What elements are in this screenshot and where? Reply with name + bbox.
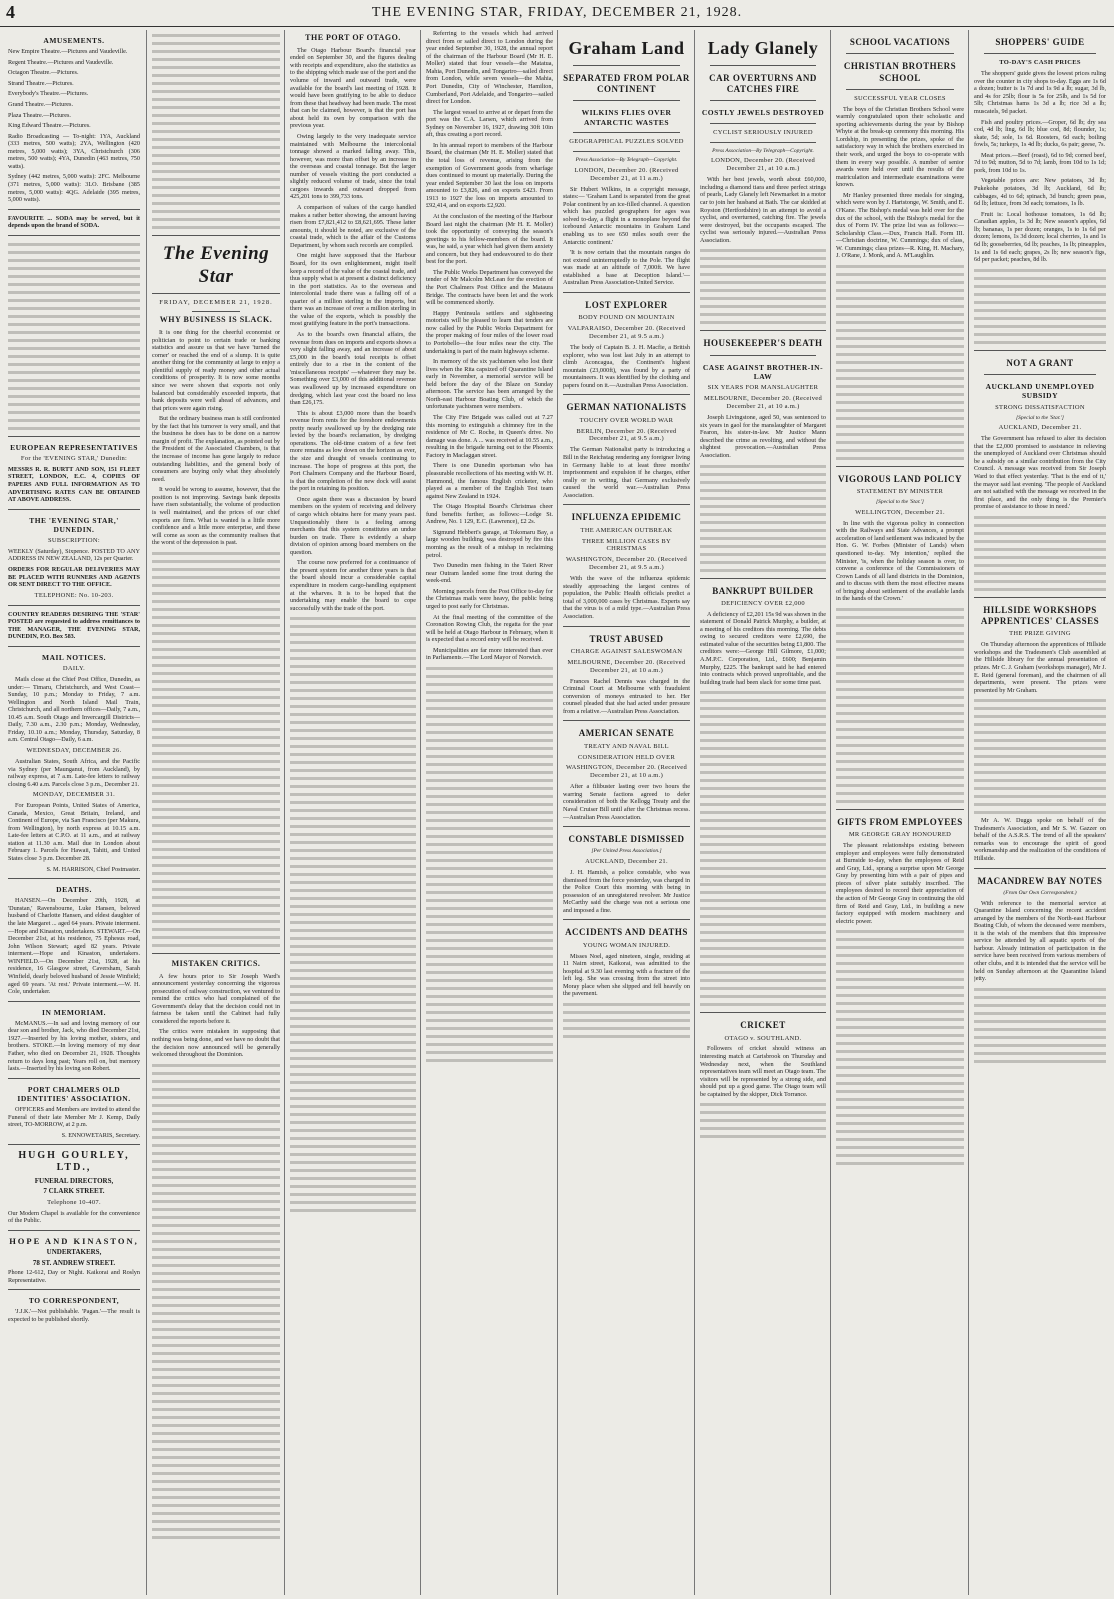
grant-sub: AUCKLAND UNEMPLOYED SUBSIDY [985,381,1095,401]
mistaken-title: MISTAKEN CRITICS. [171,958,261,968]
amusement-item: Octagon Theatre.—Pictures. [8,69,79,77]
graham-land-sub: GEOGRAPHICAL PUZZLES SOLVED [569,138,684,146]
explorer-sub: BODY FOUND ON MOUNTAIN [578,314,675,322]
news-paragraph: The City Fire Brigade was called out at 7.27 this morning to extinguish a chimney fire in the residence of Mr C. Roche, in Queen's drive. No damage was done. A ... was received at 10.55 a.m., resulting in the brigade turning out to the Phoenix Factory in Maclaggan street. [426,414,553,459]
grant-sub: STRONG DISSATISFACTION [995,403,1085,411]
correspondent-heading: TO CORRESPONDENT, [28,1296,120,1306]
leader-paragraph: But the ordinary business man is still confronted by the fact that his turnover is very small, and that the business he does has to be done on a narrow margin of profit. The explanation, as pointed out by the President of the Associated Chambers, is that the increase of income has gone largely to reduce outstanding liabilities, and the general body of consumers are buying only what they absolutely need. [152,415,280,483]
mistaken-paragraph: The critics were mistaken in supposing that nothing was being done, and we have no doubt that the decision now announced will be generally welcomed throughout the Dominion. [152,1028,280,1059]
graham-land-paragraph: 'It is now certain that the mountain ranges do not extend uninterruptedly to the Pole. The flight was made at an altitude of 7,000ft. We have established a base at Deception Island.'—Australian Press Association-United Service. [563,249,690,287]
port-paragraph: As to the board's own financial affairs, the revenue from dues on imports and exports shows a very slight falling away, and an increase of about £5,000 in the board's total receipts is offset entirely due to a rise in the content of the 'miscellaneous receipts' —whatever they may be. Something over £3,000 of this additional revenue was swallowed up by increased expenditure on dredging, which last year cost the board no less than £26,175. [290,331,416,407]
hope-note: Phone 12-612, Day or Night. Kaikorai and Roslyn Representative. [8,1269,140,1284]
gifts-sub: MR GEORGE GRAY HONOURED [848,831,952,839]
dateline: LONDON, December 20. (Received December 21, at 10 a.m.) [710,157,816,173]
german-text: The German Nationalist party is introducing a Bill in the Reichstag rendering any foreigner living in Germany liable to at least three months' imprisonment and expulsion if he charges, either orally or in writing, that Germany exclusively caused the world war.—Australian Press Association. [563,446,690,499]
grant-title: NOT A GRANT [1006,357,1074,368]
memoriam-text: McMANUS.—In sad and loving memory of our dear son and brother, Jack, who died December 21st, 1927.—Inserted by his loving mother, sisters, and brothers. STOKE.—In loving memory of my dear Father, who died on December 21, 1928. Thoughts return to days long past; Years roll on, but memory lasts.—Inserted by his loving son Robert. [8,1019,140,1073]
news-paragraph: In his annual report to members of the Harbour Board, the chairman (Mr H. E. Moller) stated that the total loss of revenue, arising from the exemption of Government goods from wharfage dues continued to mount up materially. During the year ended September 30 last the loss on imports amounted to £3,826, and on exports £423. From 1913 to 1927 the loss on imports amounted to £92,414, and on exports £2,920. [426,141,553,210]
gifts-text: The pleasant relationships existing between employer and employees were fully demonstrated at Burnside to-day, when the employees of Reid and Gray, Ltd., sprang a surprise upon Mr George Gray by presenting him with a pair of pipes and pieces of silver plate suitably inscribed. The employees desired to record their appreciation of the action of Mr George Gray in continuing the old firm of Reid and Gray, Ltd., in building a new factory equipped with modern machinery and electric power. [836,842,964,925]
dateline: MELBOURNE, December 20. (Received December 21, at 10 a.m.) [703,395,823,411]
wednesday-text: Australian States, South Africa, and the Pacific via Sydney (per Maunganui, from Auckland), by railway express, at 7 a.m. Late-fee letters to railway closing 6.40 a.m. Parcels close 3 p.m., December 21. [8,757,140,788]
bankrupt-text: A deficiency of £2,201 15s 9d was shown in the statement of Donald Patrick Murphy, a builder, at a meeting of his creditors this morning. The debts owing to secured creditors were £2,690, the estimated value of the securities being £1,800. The creditors were:—George Hill Gilmore, £1,000; A.M.P.C. Corporation, Ltd., £600; Benjamin Murphy, £225. The bankrupt said he had entered into contracts which proved unprofitable, and the building trade had been slack for some time past. [700,610,826,686]
dateline: VALPARAISO, December 20. (Received December 21, at 9.5 a.m.) [567,325,686,341]
amusement-item: Radio Broadcasting — To-night: 1YA, Auckland (333 metres, 500 watts); 2YA, Wellington (420 metres, 5,000 watts); 3YA, Christchurch (306 metres, 500 watts); 4YA, Dunedin (463 metres, 750 watts). [8,132,140,170]
constable-text: J. H. Hamish, a police constable, who was dismissed from the force yesterday, was charged in the Police Court this morning with being in possession of an unregistered revolver. Mr Justice McCarthy said the charge was not a serious one and imposed a fine. [563,869,690,914]
amusement-item: New Empire Theatre.—Pictures and Vaudeville. [8,48,128,56]
leader-paragraph: It would be wrong to assume, however, that the position is not improving. Savings bank deposits have risen substantially, the volume of production is well maintained, and the prices of our chief exports are firm. What is wanted is a little more confidence and a little more enterprise, and these will come as soon as the community realises that the worst of the depression is past. [152,486,280,547]
column-rule [146,30,147,1595]
trust-sub: CHARGE AGAINST SALESWOMAN [570,647,683,655]
deaths-heading: DEATHS. [56,885,92,895]
column-4 [426,30,553,1595]
gourley-sub: FUNERAL DIRECTORS, [34,1176,114,1185]
amusement-item: Regent Theatre.—Pictures and Vaudeville. [8,58,114,66]
agency-line: [Special to the 'Star.'] [876,499,924,506]
vacation-text: The boys of the Christian Brothers School were warmly congratulated upon their scholastic and sporting achievements during the year by Bishop Whyte at the break-up ceremony this morning. His Lordship, in presenting the prizes, spoke of the satisfactory way in which the brothers exercised in their work, and urged the boys to co-operate with them in every way possible. A number of senior awards were held over until the results of the matriculation and intermediate examinations were known. [836,105,964,189]
news-paragraph: Happy Peninsula settlers and sightseeing motorists will be pleased to learn that tenders are now called by the Public Works Department for the proper making of four miles of the lower road to Portobello—the four miles near the city. The undertaking is part of the main highways scheme. [426,309,553,355]
news-paragraph: Morning parcels from the Post Office to-day for the Christmas mails were heavy, the public being urged to post early for Christmas. [426,587,553,610]
news-paragraph: At the conclusion of the meeting of the Harbour Board last night the chairman (Mr H. E. Moller) took the opportunity of conveying the season's greetings to his fellow-members of the board. It was, he said, a year which had given them anxiety and concern, but they had endeavoured to do their best for the port. [426,212,553,266]
leader-paragraph: It is one thing for the cheerful economist or politician to point to certain trade or banking statistics and assure us that we have 'turned the corner' or reached the end of a slump. It is quite another thing for the community at large to enjoy a plentiful supply of ready money and other actual conditions of prosperity. It is now some months since we were shown that exports not only balanced but considerably exceeded imports, that bank deposits were well ahead of advances, and that prices were again rising. [152,329,280,412]
wednesday-heading: WEDNESDAY, DECEMBER 26. [26,747,122,755]
glanely-sub: CAR OVERTURNS AND CATCHES FIRE [709,72,817,95]
column-rule [284,30,285,1595]
mail-text: Mails close at the Chief Post Office, Dunedin, as under:— Timaru, Christchurch, and West Coast—Sunday, 10 p.m.; Monday to Friday, 7 a.m. Wellington and North Island Mail Train, Christchurch, and all northern offices—Daily, 7 a.m., 10.45 a.m. South Otago and Invercargill Districts—Daily, 7.30 a.m., 2.30 p.m.; Monday, Wednesday, Friday, 10.10 a.m.; Monday, Thursday, Saturday, 8 a.m. Central Otago—Daily, 6 a.m. [8,675,140,744]
orders-text: ORDERS FOR REGULAR DELIVERIES MAY BE PLACED WITH RUNNERS AND AGENTS OR SENT DIRECT TO THE OFFICE. [8,566,140,589]
column-3 [290,30,416,1595]
hillside-text: Mr A. W. Duggs spoke on behalf of the Tradesmen's Association, and Mr S. W. Gazzer on behalf of the A.S.R.S. The trend of all the speakers' remarks was to encourage the spirit of good workmanship and the realization of the conditions of Hillside. [974,817,1106,863]
monday-heading: MONDAY, DECEMBER 31. [32,791,116,799]
vigorous-title: VIGOROUS LAND POLICY [837,473,962,484]
correspondent-text: 'J.J.K.'—Not publishable. 'Pagan.'—The result is expected to be published shortly. [8,1308,140,1323]
vigorous-sub: STATEMENT BY MINISTER [856,488,944,496]
news-paragraph: Sigmund Hebbert's garage, at Tokomaru Bay, a large wooden building, was destroyed by fire this morning as the result of a mishap in reclaiming petrol. [426,528,553,559]
column-rule [557,30,558,1595]
influenza-title: INFLUENZA EPIDEMIC [571,512,682,523]
hillside-text: On Thursday afternoon the apprentices of Hillside workshops and the Tradesmen's Club assembled at the Hillside library for the annual presentation of prizes. Mr C. J. Graham (workshops manager), Mr J. E. Reid (general foreman), and the chairmen of all departments, were present. The prizes were presented by Mr Graham. [974,641,1106,694]
cricket-sub: OTAGO v. SOUTHLAND. [724,1034,802,1042]
agency-line: Press Association—By Telegraph—Copyright. [575,157,678,164]
housekeeper-sub: SIX YEARS FOR MANSLAUGHTER [707,384,819,392]
constable-title: CONSTABLE DISMISSED [568,834,685,845]
news-paragraph: The Otago Hospital Board's Christmas cheer fund benefits further, as follows:—Lodge St. Andrew, No. 1 129, E.C. (Lawrence), £2 2s. [426,503,553,526]
port-title: THE PORT OF OTAGO. [305,33,401,42]
leader-date: FRIDAY, DECEMBER 21, 1928. [159,299,273,307]
memoriam-heading: IN MEMORIAM. [42,1007,106,1017]
influenza-text: With the wave of the influenza epidemic steadily approaching the largest centres of population, the Public Health officials predict a total of 3,000,000 cases by Christmas. Experts say that the virus is of a mild type.—Australian Press Association. [563,575,690,620]
port-paragraph: The course now preferred for a continuance of the present system for another three years is that the board should incur a considerable capital expenditure in modern cargo-handling equipment at the wharves. It is to be hoped that the undertaking may enable the board to cope successfully with the trade of the port. [290,559,416,612]
deaths-text: HANSEN.—On December 20th, 1928, at 'Dunstan,' Ravensbourne, Luke Hansen, beloved husband of Charlotte Hansen, and eldest daughter of the late Margaret ... aged 64 years. Private interment.—Hope and Kinaston, undertakers. STEWART.—On December 21st, at his residence, 75 Ephesus road, John Wilson Stewart; aged 82 years. Private interment.—Hope and Kinaston, undertakers. WINFIELD.—On December 21st, 1928, at his residence, 16 Glasgow street, Caversham, Sarah Winfield, dearly beloved husband of Jessie Winfield; aged 69 years. 'At rest.' Private interment.—W. H. Cole, undertaker. [8,897,140,996]
column-6 [700,30,826,1595]
vacation-sub: CHRISTIAN BROTHERS SCHOOL [843,61,957,83]
housekeeper-text: Joseph Livingstone, aged 50, was sentenced to six years in gaol for the manslaughter of Margaret Fearon, his sister-in-law. Mr Justice Mann described the crime as revolting, and without the slightest provocation.—Australian Press Association. [700,414,826,459]
country-text: COUNTRY READERS DESIRING THE 'STAR' POSTED are requested to address remittances to THE MANAGER, THE EVENING STAR, DUNEDIN, P.O. Box 583. [8,610,140,641]
macandrew-text: With reference to the memorial service at Quarantine Island concerning the recent accident arranged by the members of the North-east Harbour Boating Club, of whom the deceased were members, it is the wish of the members that this impressive service be attended by all aquatic sports of the harbour. Already intimation of participation in the service have been received from various members of other clubs, and it is intended that the service will be held on Sunday afternoon at the Quarantine Island jetty. [974,899,1106,983]
housekeeper-sub: CASE AGAINST BROTHER-IN-LAW [702,362,824,381]
senate-title: AMERICAN SENATE [578,728,675,739]
europe-sub: For the 'EVENING STAR,' Dunedin: [20,454,128,462]
port-association-signature: S. ENNOWETARIS, Secretary. [61,1131,140,1139]
dateline: AUCKLAND, December 21. [585,858,668,866]
guide-text: Meat prices.—Beef (roast), 6d to 9d; corned beef, 7d to 9d; mutton, 5d to 7d; lamb, from 10d to 1s 1d; pork, from 10d to 1s. [974,151,1106,174]
gifts-title: GIFTS FROM EMPLOYEES [837,816,963,827]
page-header-title: THE EVENING STAR, FRIDAY, DECEMBER 21, 1928. [371,5,743,20]
column-8 [974,30,1106,1595]
graham-land-sub: WILKINS FLIES OVER ANTARCTIC WASTES [581,108,672,127]
news-paragraph: In memory of the six yachtsmen who lost their lives when the Rita capsized off Quarantine Island early in November, a memorial service will be held before the day of the Blaze on Sunday afternoon. The service has been arranged by the North-east Harbour Boating Club, of which the unfortunate yachtsmen were members. [426,358,553,411]
guide-text: Fruit is: Local hothouse tomatoes, 1s 6d lb; Canadian apples, 1s 3d lb; New season's apples, 6d lb; bananas, 1s per dozen; oranges, 1s to 1s 6d per dozen; lemons, 1s 3d dozen; local cherries, 1s and 1s 6d lb; gooseberries, 6d lb; peaches, 1s lb; pineapples, 1s and 1s 6d each; grapes, 2s lb; new season's figs, 6d per packet; peaches, 8d lb. [974,210,1106,264]
senate-sub: TREATY AND NAVAL BILL [584,742,669,750]
explorer-text: The body of Captain B. J. H. Macfie, a British explorer, who was lost last July in an attempt to climb Aconcagua, the Continent's highest mountain (23,000ft), was found by a party of mountaineers. It was identified by the clothing and papers found on it.—Australian Press Association. [563,344,690,389]
news-paragraph: Referring to the vessels which had arrived direct from or sailed direct to London during the year ended September 30, 1928, the annual report of the chairman of the Harbour Board (Mr H. E. Moller) stated that four vessels—the Matatua, Mahia, Port Dunedin, and Tongariro—sailed direct from London, while seven vessels—the Mahia, Port Dunedin, City of Winchester, Hamilton, Cumberland, Port Adelaide, and Tongariro—sailed direct for London. [426,30,553,106]
trust-title: TRUST ABUSED [589,633,664,644]
senate-text: After a filibuster lasting over two hours the warring Senate factions agreed to defer consideration of both the Kellogg Treaty and the Naval Cruiser Bill until after the Christmas recess.—Australian Press Association. [563,783,690,821]
telephone: TELEPHONE: No. 10-203. [34,591,114,599]
german-title: GERMAN NATIONALISTS [566,402,687,413]
news-paragraph: At the final meeting of the committee of the Coronation Rowing Club, the regatta for the year will be held at Otago Harbour in February, when it is expected that a record entry will be received. [426,613,553,644]
housekeeper-title: HOUSEKEEPER'S DEATH [703,338,823,349]
amusements-heading: AMUSEMENTS. [43,36,105,45]
gourley-note: Our Modern Chapel is available for the convenience of the Public. [8,1209,140,1225]
mistaken-paragraph: A few hours prior to Sir Joseph Ward's announcement yesterday concerning the vigorous prosecution of railway construction, we ventured to remind the critics who had complained of the Government's delay that the decision could not in fairness be taken until the Cabinet had fully considered the reports before it. [152,972,280,1025]
europe-text: MESSRS R. R. BURTT AND SON, 151 FLEET STREET, LONDON, E.C. 4, COPIES OF PAPERS AND FULL INFORMATION AS TO ADVERTISING RATES CAN BE OBTAINED AT ABOVE ADDRESS. [8,465,140,504]
glanely-sub: CYCLIST SERIOUSLY INJURED [713,128,813,136]
gourley-address: 7 CLARK STREET. [43,1187,105,1196]
leader-title: WHY BUSINESS IS SLACK. [159,315,273,325]
column-rule [420,30,421,1595]
soda-note: FAVOURITE ... SODA may be served, but it depends upon the brand of SODA. [8,214,140,230]
amusement-item: King Edward Theatre.—Pictures. [8,122,91,130]
cricket-title: CRICKET [740,1020,786,1031]
accidents-sub: YOUNG WOMAN INJURED. [582,941,671,949]
senate-sub: CONSIDERATION HELD OVER [577,753,676,761]
masthead [0,0,1114,27]
column-1 [8,30,140,1595]
star-heading: THE 'EVENING STAR,' DUNEDIN. [29,515,119,534]
columns [8,30,1108,1595]
subscription-heading: SUBSCRIPTION: [48,536,100,544]
agency-line: [Special to the 'Star.'] [1016,414,1064,421]
port-paragraph: The Otago Harbour Board's financial year ended on September 30, and the figures dealing with receipts and expenditure, also the statistics as to the shipping which made use of the port and the volume of inward and outward trade, were available for the board's last meeting of 1928. It would have been gratifying to be able to deduce from these that headway had been made. The most that can be claimed, however, is that the port has about held its own by comparison with the previous year. [290,46,416,130]
column-rule [694,30,695,1595]
news-paragraph: The Public Works Department has conveyed the tender of Mr Malcolm McLean for the erection of the Port Chalmers Post Office and the Mataura Bridge. The contracts have been let and the work will be commenced shortly. [426,268,553,307]
graham-land-sub: SEPARATED FROM POLAR CONTINENT [563,72,690,95]
vacation-text: Mr Hanley presented three medals for singing, which were won by J. Hartstonge, W. Smith, and E. O'Kane. The Bishop's medal was held over for the dux of the school, with the Bishop's medal for the dux of Form IV. The prize list was as follows:—Scholarship Class.—Dux, Francis Hall. Form III.—Christian doctrine, W. Cummings; dux of class, W. Cummings; class prizes—R. King, H. Machary, J. O'Rane, J. Monk, and A. M'Laughlin. [836,191,964,260]
cricket-text: Followers of cricket should witness an interesting match at Carisbrook on Thursday and Wednesday next, when the Southland representatives team will meet an Otago team. The visitors will be represented by a strong side, and should put up a good game. The Otago team will be captained by the skipper, Dick Torrance. [700,1045,826,1098]
europe-heading: EUROPEAN REPRESENTATIVES [10,442,138,452]
vigorous-text: In line with the vigorous policy in connection with the Railways and State Advances, a prompt acceleration of land settlement was indicated by the Hon. G. W. Forbes (Minister of Lands) when questioned to-day. 'My intention,' replied the Minister, 'is, when the holiday season is over, to convene a conference of the Commissioners of Crown Lands of all land districts in the Dominion, and to discuss with them the most effective means of bringing about settlement of the available lands in the hands of the Crown.' [836,519,964,603]
news-paragraph: The largest vessel to arrive at or depart from the port was the C.A. Larsen, which arrived from Sydney on November 16, 1927, drawing 30ft 10in aft, thus creating a port record. [426,108,553,139]
glanely-text: With her best jewels, worth about £60,000, including a diamond tiara and three perfect strings of pearls, Lady Glanely left Newmarket in a motor car to join her husband at Bath. The car skidded at Royston (Hertfordshire) in an attempt to avoid a cyclist, and overturned, catching fire. The jewels were destroyed, but the occupants escaped. The cyclist was seriously injured.—Australian Press Association. [700,176,826,244]
gourley-name: HUGH GOURLEY, LTD., [18,1150,130,1174]
gourley-telephone: Telephone 10-407. [47,1198,101,1206]
guide-sub: TO-DAY'S CASH PRICES [999,59,1081,67]
hillside-title: HILLSIDE WORKSHOPS APPRENTICES' CLASSES [980,604,1100,627]
accidents-title: ACCIDENTS AND DEATHS [565,927,688,938]
port-paragraph: This is about £3,000 more than the board's revenue from rents for the foreshore endowments pretty nearly swallowed up by the dredging rate levied by the board's reclamation, by dredging operations. The old-time custom of a few feet more remains as low down on the horizon as ever, the size and draught of vessels continuing to increase. The hope of progress at this port, the Port Chalmers Company and the Harbour Board, is that the completion of the new dock will assist the port in retaining its position. [290,409,416,493]
amusement-item: Everybody's Theatre.—Pictures. [8,90,89,98]
amusement-item: Sydney (442 metres, 5,000 watts): 2FC. Melbourne (371 metres, 5,000 watts): 3LO. Brisbane (385 metres, 5,000 watts): 4QG. Adelaide (395 metres, 5,000 watts). [8,173,140,204]
dateline: MELBOURNE, December 20. (Received December 21, at 10 a.m.) [567,658,686,674]
trust-text: Frances Rachel Dennis was charged in the Criminal Court at Melbourne with fraudulent conversion of moneys entrusted to her. Her counsel pleaded that she had acted under pressure from a relative.—Australian Press Association. [563,677,690,715]
newspaper-logo: The Evening Star [162,243,270,288]
guide-text: The shoppers' guide gives the lowest prices ruling over the counter in city shops to-day. Eggs are 1s 6d a dozen; butter is 1s 7d and 1s 9d a lb; sugar, 3d lb, and 4s for 25lb; flour is 5s for 25lb, and 1s 5d for 5lb; Christmas hams 1s 3d a lb; rice 3d a lb; muscatels, 9d packet. [974,70,1106,115]
macandrew-title: MACANDREW BAY NOTES [977,875,1103,886]
accidents-text: Misses Noel, aged nineteen, single, residing at 11 Nairn street, Kaikorai, was admitted to the hospital at 9.30 last evening with a fracture of the left leg. She was crossing from the street into Moray place when she slipped and fell heavily on the pavement. [563,952,690,998]
hope-sub: UNDERTAKERS, [46,1248,102,1257]
dateline: LONDON, December 20. (Received December 21, at 11 a.m.) [574,166,679,182]
port-paragraph: A comparison of values of the cargo handled makes a rather better showing, the amount having risen from £7,821,412 to £8,621,695. These latter amounts, it should be noted, are exclusive of the coastal trade, which is the affair of the Customs Department, by whom such records are compiled. [290,204,416,249]
mail-signature: S. M. HARRISON, Chief Postmaster. [46,865,140,873]
vacation-sub: SUCCESSFUL YEAR CLOSES [854,94,946,102]
port-paragraph: Owing largely to the very inadequate service maintained with Melbourne the intercolonial tonnage showed a marked falling away. This, however, was more than offset by an increase in the overseas and coastal tonnage. But the larger number of vessels visiting the port conducted a slightly reduced volume of trade, since the total cargoes inwards and outward dropped from 425,201 tons to 399,733 tons. [290,132,416,201]
glanely-title: Lady Glanely [707,38,819,58]
grant-text: The Government has refused to alter its decision that the £2,000 promised to assistance in relieving the unemployed of Auckland over Christmas should be a subsidy on a similar contribution from the City Council. A message was received from Sir Joseph Ward to that effect yesterday. 'That is the end of it,' the mayor said last evening. 'The people of Auckland are not satisfied with the message we received in the first place, and the only thing is the Premier's promise of assistance to those in need.' [974,435,1106,511]
port-association-heading: PORT CHALMERS OLD IDENTITIES' ASSOCIATION. [17,1084,131,1103]
guide-title: SHOPPERS' GUIDE [995,37,1085,47]
agency-line: Press Association—By Telegraph—Copyright. [712,147,814,154]
mail-heading: MAIL NOTICES. [41,652,106,662]
hope-address: 78 ST. ANDREW STREET. [32,1258,116,1267]
german-sub: TOUCHY OVER WORLD WAR [579,416,674,424]
hope-name: HOPE AND KINASTON, [9,1235,139,1246]
dateline: WASHINGTON, December 20. (Received December 21, at 9.5 a.m.) [565,556,688,572]
subscription-text: WEEKLY (Saturday), Sixpence. POSTED TO ANY ADDRESS IN NEW ZEALAND, 12s per Quarter. [8,547,140,563]
monday-text: For European Points, United States of America, Canada, Mexico, Great Britain, Ireland, and Continent of Europe, via San Francisco (per Makura, from Wellington), by north express at 10.15 a.m. Late-fee letters at C.P.O. at 11 a.m., and at railway station at 11.30 a.m. Mail due in London about February 1. Parcels for Hawaii, Tahiti, and United States close 3 p.m. December 28. [8,802,140,863]
amusement-item: Grand Theatre.—Pictures. [8,100,74,108]
column-rule [830,30,831,1595]
glanely-sub: COSTLY JEWELS DESTROYED [701,108,825,118]
column-rule [968,30,969,1595]
influenza-sub: THREE MILLION CASES BY CHRISTMAS [581,537,672,553]
port-association-text: OFFICERS and Members are invited to attend the Funeral of their late Member Mr J. Kemp, Daily street, TO-MORROW, at 2 p.m. [8,1105,140,1129]
port-paragraph: One might have supposed that the Harbour Board, for its own enlightenment, might itself keep a record of the value of the coastal trade, and thus supply what is at present a distinct deficiency in the port statistics. As to the overseas and intercolonial trade there was a falling off of a quarter of a million sterling in the imports, but there was an increase of over a million sterling in the value of the exports, which is possibly the most gratifying feature in the port's transactions. [290,252,416,328]
news-paragraph: Municipalities are far more interested than ever in Parliaments.—The Lord Mayor of Norwich. [426,646,553,662]
dateline: WASHINGTON, December 20. (Received December 21, at 10 a.m.) [565,764,688,780]
dateline: BERLIN, December 20. (Received December 21, at 9.5 a.m.) [576,427,677,443]
bankrupt-sub: DEFICIENCY OVER £2,000 [721,599,805,607]
news-paragraph: Two Dunedin men fishing in the Taieri River near Outram landed some fine trout during the week-end. [426,562,553,585]
agency-line: [Per United Press Association.] [591,848,662,855]
dateline: AUCKLAND, December 21. [998,424,1082,432]
dateline: WELLINGTON, December 21. [855,508,945,516]
page-number: 4 [6,2,15,22]
graham-land-title: Graham Land [568,38,685,58]
column-5 [563,30,690,1595]
vacation-title: SCHOOL VACATIONS [849,37,951,47]
column-2 [152,30,280,1595]
column-7 [836,30,964,1595]
agency-line: (From Our Own Correspondent.) [1003,889,1077,896]
amusement-item: Strand Theatre.—Pictures. [8,79,74,87]
guide-text: Fish and poultry prices.—Groper, 6d lb; dry sea cod, 4d lb; ling, 6d lb; blue cod, 8d; flounder, 1s; skate, 5d; sole, 1s 6d. Roosters, 6d each; boiling fowls, 5s; turkeys, 1s 4d lb; ducks, 6s pair; geese, 7s. [974,118,1106,149]
guide-text: Vegetable prices are: New potatoes, 3d lb; Pukekohe potatoes, 3d lb; Auckland, 6d lb; cabbages, 4d to 6d; spinach, 3d bunch; green peas, 6d lb; lettuce, from 3d each; tomatoes, 1s lb. [974,177,1106,208]
explorer-title: LOST EXPLORER [585,299,668,310]
port-paragraph: Once again there was a discussion by board members on the system of receiving and delivery of cargo which obtains here for many years past. Unquestionably there is a feeling among merchants that this system constitutes an undue burden on trade. There is evidently a sharp division of opinion among board members on the question. [290,495,416,556]
bankrupt-title: BANKRUPT BUILDER [712,585,814,596]
amusement-item: Plaza Theatre.—Pictures. [8,111,71,119]
influenza-sub: THE AMERICAN OUTBREAK [580,526,673,534]
mail-sub: DAILY. [62,665,86,673]
graham-land-paragraph: Sir Hubert Wilkins, in a copyright message, states:— 'Graham Land is separated from the great Polar continent by an ice-filled channel. A question which has puzzled geographers for ages was solved to-day, a flight in a monoplane beyond the icebound Antarctic mountains in Graham Land enabling us to see 650 miles south over the Antarctic continent.' [563,185,690,246]
hillside-sub: THE PRIZE GIVING [1009,630,1071,638]
news-paragraph: There is one Dunedin sportsman who has pleasurable recollections of his meeting with W. H. Hammond, the famous English cricketer, who played as a member of the English Test team against New Zealand in 1924. [426,462,553,500]
